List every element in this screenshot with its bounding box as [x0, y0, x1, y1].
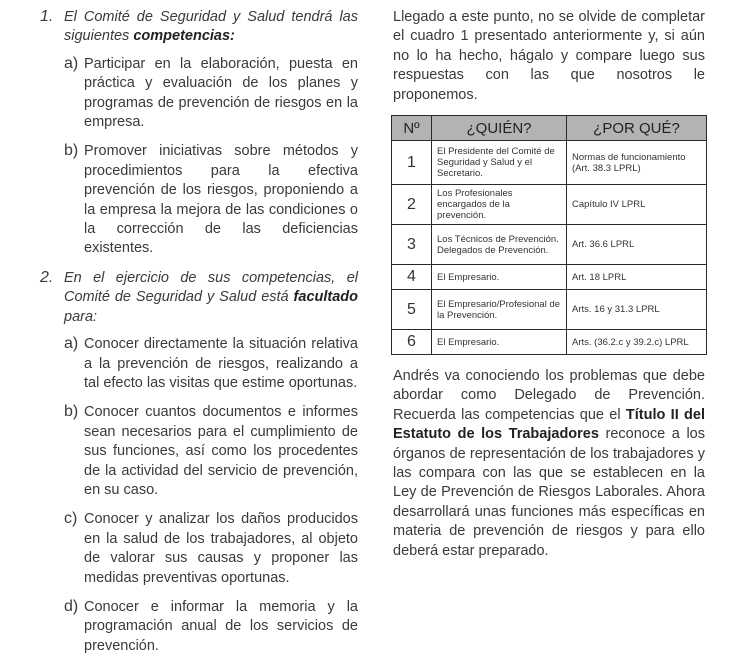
closing-paragraph: Andrés va conociendo los problemas que debe abordar como Delegado de Prevención. Recuerda las competencias que el Título II del Estatuto de los Trabajadores reconoce a los órganos de representación de los trabajadores y las compara con las que se establecen en la Ley de Prevención de Riesgos Laborales. Ahora desarrollará unas funciones más específicas en materia de prevención de riesgos y para ello deberá estar preparado.	[393, 368, 705, 559]
sub-item: d) Conocer e informar la memoria y la programación anual de los servicios de prevención.	[64, 597, 358, 654]
list-item-competencias	[40, 8, 358, 47]
table-row: 3 Los Técnicos de Prevención. Delegados de Prevención. Art. 36.6 LPRL	[392, 225, 707, 265]
header-number: Nº	[392, 116, 432, 141]
item-number: 1.	[40, 8, 54, 25]
bold-term: facultado	[293, 289, 358, 306]
item-number: 2.	[40, 268, 54, 286]
left-column	[40, 8, 358, 656]
sub-item: c) Conocer y analizar los daños producidos en la salud de los trabajadores, al objeto de valorar sus causas y proponer las medidas preventivas oportunas.	[64, 510, 358, 586]
table-row: 2 Los Profesionales encargados de la prevención. Capítulo IV LPRL	[392, 185, 707, 225]
bold-term: Título II del Estatuto de los Trabajadores	[393, 406, 705, 443]
table-row: 1 El Presidente del Comité de Seguridad y Salud y el Secretario. Normas de funcionamiento (Art. 38.3 LPRL)	[392, 141, 707, 185]
header-who: ¿QUIÉN?	[432, 116, 567, 141]
table-row: 6 El Empresario. Arts. (36.2.c y 39.2.c) LPRL	[392, 330, 707, 355]
sub-item: a) Participar en la elaboración, puesta en práctica y evaluación de los planes y programas de prevención de riesgos en la empresa.	[64, 54, 358, 131]
table-header-row	[392, 116, 707, 141]
item-heading: En el ejercicio de sus competencias, el Comité de Seguridad y Salud está facultado para:	[64, 269, 358, 325]
list-item-facultado	[40, 269, 358, 327]
sub-item: b) Conocer cuantos documentos e informes sean necesarios para el cumplimiento de sus funciones, así como los procedentes de la actividad del servicio de prevención, en su caso.	[64, 403, 358, 498]
intro-paragraph: Llegado a este punto, no se olvide de completar el cuadro 1 presentado anteriormente y, si aún no lo ha hecho, hágalo y compare luego sus respuestas con las que nosotros le proponemos.	[393, 9, 705, 103]
sub-item: b) Promover iniciativas sobre métodos y procedimientos para la efectiva prevención de los riesgos, proponiendo a la empresa la mejora de las condiciones o la corrección de las deficiencias existentes.	[64, 142, 358, 257]
right-column	[393, 8, 705, 561]
sub-item: a) Conocer directamente la situación relativa a la prevención de riesgos, realizando a tal efecto las visitas que estime oportunas.	[64, 335, 358, 391]
bold-term: competencias:	[133, 28, 235, 45]
item-heading: El Comité de Seguridad y Salud tendrá las siguientes competencias:	[64, 9, 358, 45]
table-row: 5 El Empresario/Profesional de la Prevención. Arts. 16 y 31.3 LPRL	[392, 290, 707, 330]
table-row: 4 El Empresario. Art. 18 LPRL	[392, 265, 707, 290]
header-why: ¿POR QUÉ?	[567, 116, 707, 141]
answer-table	[391, 115, 707, 355]
